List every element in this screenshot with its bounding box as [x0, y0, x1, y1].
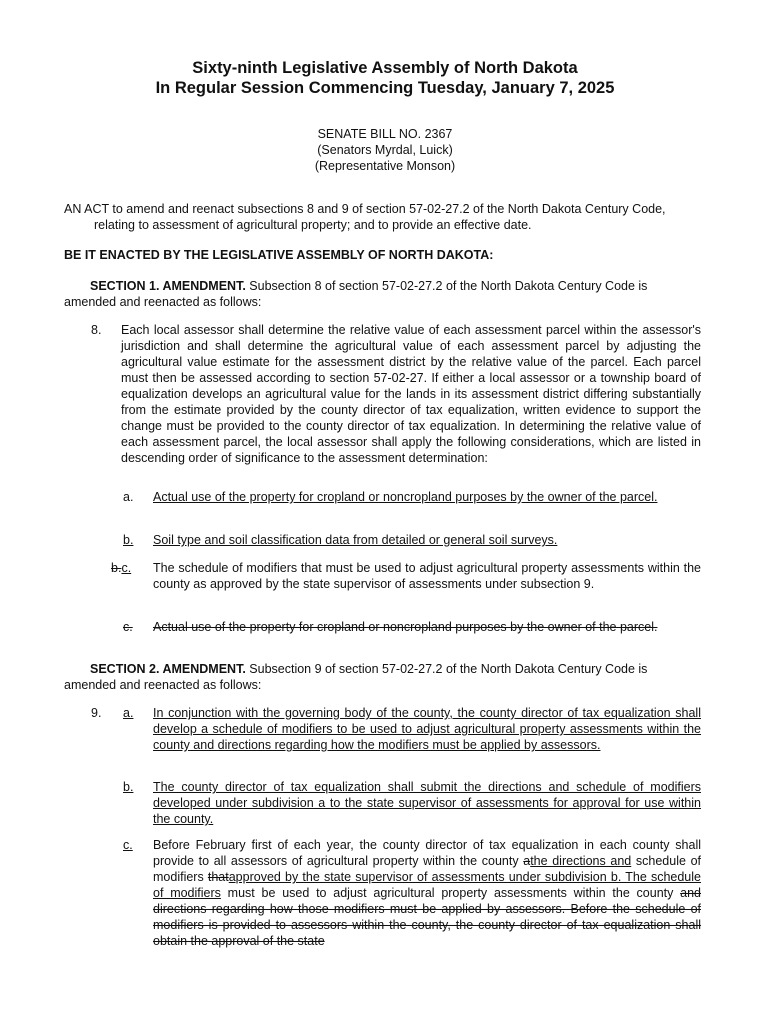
sub9-c-struck-that: that: [207, 870, 229, 884]
section-2-intro: [64, 661, 702, 693]
sub9-c-part3: must be used to adjust agricultural property assessments within the county: [220, 886, 681, 900]
act-title-line1: AN ACT to amend and reenact subsections 8 and 9 of section 57-02-27.2 of the North Dakota Century: [64, 202, 629, 216]
header-title-line2: In Regular Session Commencing Tuesday, January 7, 2025: [155, 79, 615, 97]
subsection-8-number: 8.: [91, 323, 102, 337]
sub9-item-c-text: [153, 837, 701, 949]
act-title: [64, 201, 702, 233]
item-c-letter-new: c.: [121, 561, 132, 575]
sub9-c-inserted-approved: approved by the state supervisor of assessments under subdivision b. The schedule of modifiers: [153, 870, 701, 900]
header-title-line1: Sixty-ninth Legislative Assembly of North Dakota: [192, 59, 578, 77]
subsection-8-text: Each local assessor shall determine the relative value of each assessment parcel within the assessor's jurisdiction and shall determine the agricultural value of each assessment parcel by adjusting the agricultural value estimate for the assessment district by the relative value of the parcel. Each parcel must then be assessed according to section 57-02-27. If either a local assessor or a township board of equalization develops an agricultural value for the lands in its assessment district differing substantially from the estimate provided by the county director of tax equalization, written evidence to support the change must be provided to the county director of tax equalization. In determining the relative value of each assessment parcel, the local assessor shall apply the following considerations, which are listed in descending order of significance to the assessment determination:: [121, 323, 701, 465]
item-c-old-letter: c.: [123, 620, 133, 634]
item-b-text-inserted: Soil type and soil classification data from detailed or general soil surveys.: [153, 533, 558, 547]
bill-representative: (Representative Monson): [314, 159, 456, 173]
section-1-text: Subsection 8 of section 57-02-27.2 of the North Dakota Century Code is amended and reenacted as follows:: [64, 279, 648, 309]
section-2-heading: SECTION 2. AMENDMENT.: [90, 662, 246, 676]
sub9-item-a-text: In conjunction with the governing body of the county, the county director of tax equalization shall develop a schedule of modifiers to be used to adjust agricultural property assessments within the county and directions regarding how the modifiers must be applied by assessors.: [153, 706, 701, 752]
sub9-c-struck-a: a: [523, 854, 531, 868]
sub9-item-c-letter: c.: [123, 838, 133, 852]
item-c-old-text-struck: Actual use of the property for cropland or noncropland purposes by the owner of the parcel.: [153, 620, 658, 634]
sub9-c-part1: Before February first of each year, the county director of tax equalization in each county shall provide to all assessors of agricultural property within the county: [153, 838, 701, 868]
section-1-heading: SECTION 1. AMENDMENT.: [90, 279, 246, 293]
section-2-text: Subsection 9 of section 57-02-27.2 of the North Dakota Century Code is amended and reenacted as follows:: [64, 662, 648, 692]
bill-senators: (Senators Myrdal, Luick): [317, 143, 453, 157]
sub9-c-part2: schedule of modifiers: [153, 854, 701, 884]
item-a-letter: a.: [123, 490, 134, 504]
section-1-intro: [64, 278, 702, 310]
sub9-c-inserted-directions: the directions and: [530, 854, 632, 868]
sub9-c-struck-directions: and directions regarding how those modifiers must be applied by assessors. Before the schedule of modifiers is provided to assessors within the county, the county director of tax equalization shall obtain the approval of the state: [153, 886, 701, 948]
item-c-text: The schedule of modifiers that must be used to adjust agricultural property assessments within the county as approved by the state supervisor of assessments under subsection 9.: [153, 561, 701, 591]
sub9-item-b-letter: b.: [123, 780, 134, 794]
enacting-clause: BE IT ENACTED BY THE LEGISLATIVE ASSEMBLY OF NORTH DAKOTA:: [64, 248, 494, 262]
sub9-item-a-letter: a.: [123, 706, 134, 720]
sub9-item-b-text: The county director of tax equalization shall submit the directions and schedule of modifiers developed under subdivision a to the state supervisor of assessments for approval for use within the county.: [153, 780, 701, 826]
item-a-text-inserted: Actual use of the property for cropland or noncropland purposes by the owner of the parcel.: [153, 490, 658, 504]
item-b-letter: b.: [123, 533, 134, 547]
subsection-9-number: 9.: [91, 706, 102, 720]
item-c-letter: [111, 560, 131, 576]
item-c-letter-struck: b.: [111, 561, 122, 575]
bill-number: SENATE BILL NO. 2367: [317, 127, 453, 141]
act-title-line2: Code, relating to assessment of agricultural property; and to provide an effective date.: [94, 202, 666, 232]
